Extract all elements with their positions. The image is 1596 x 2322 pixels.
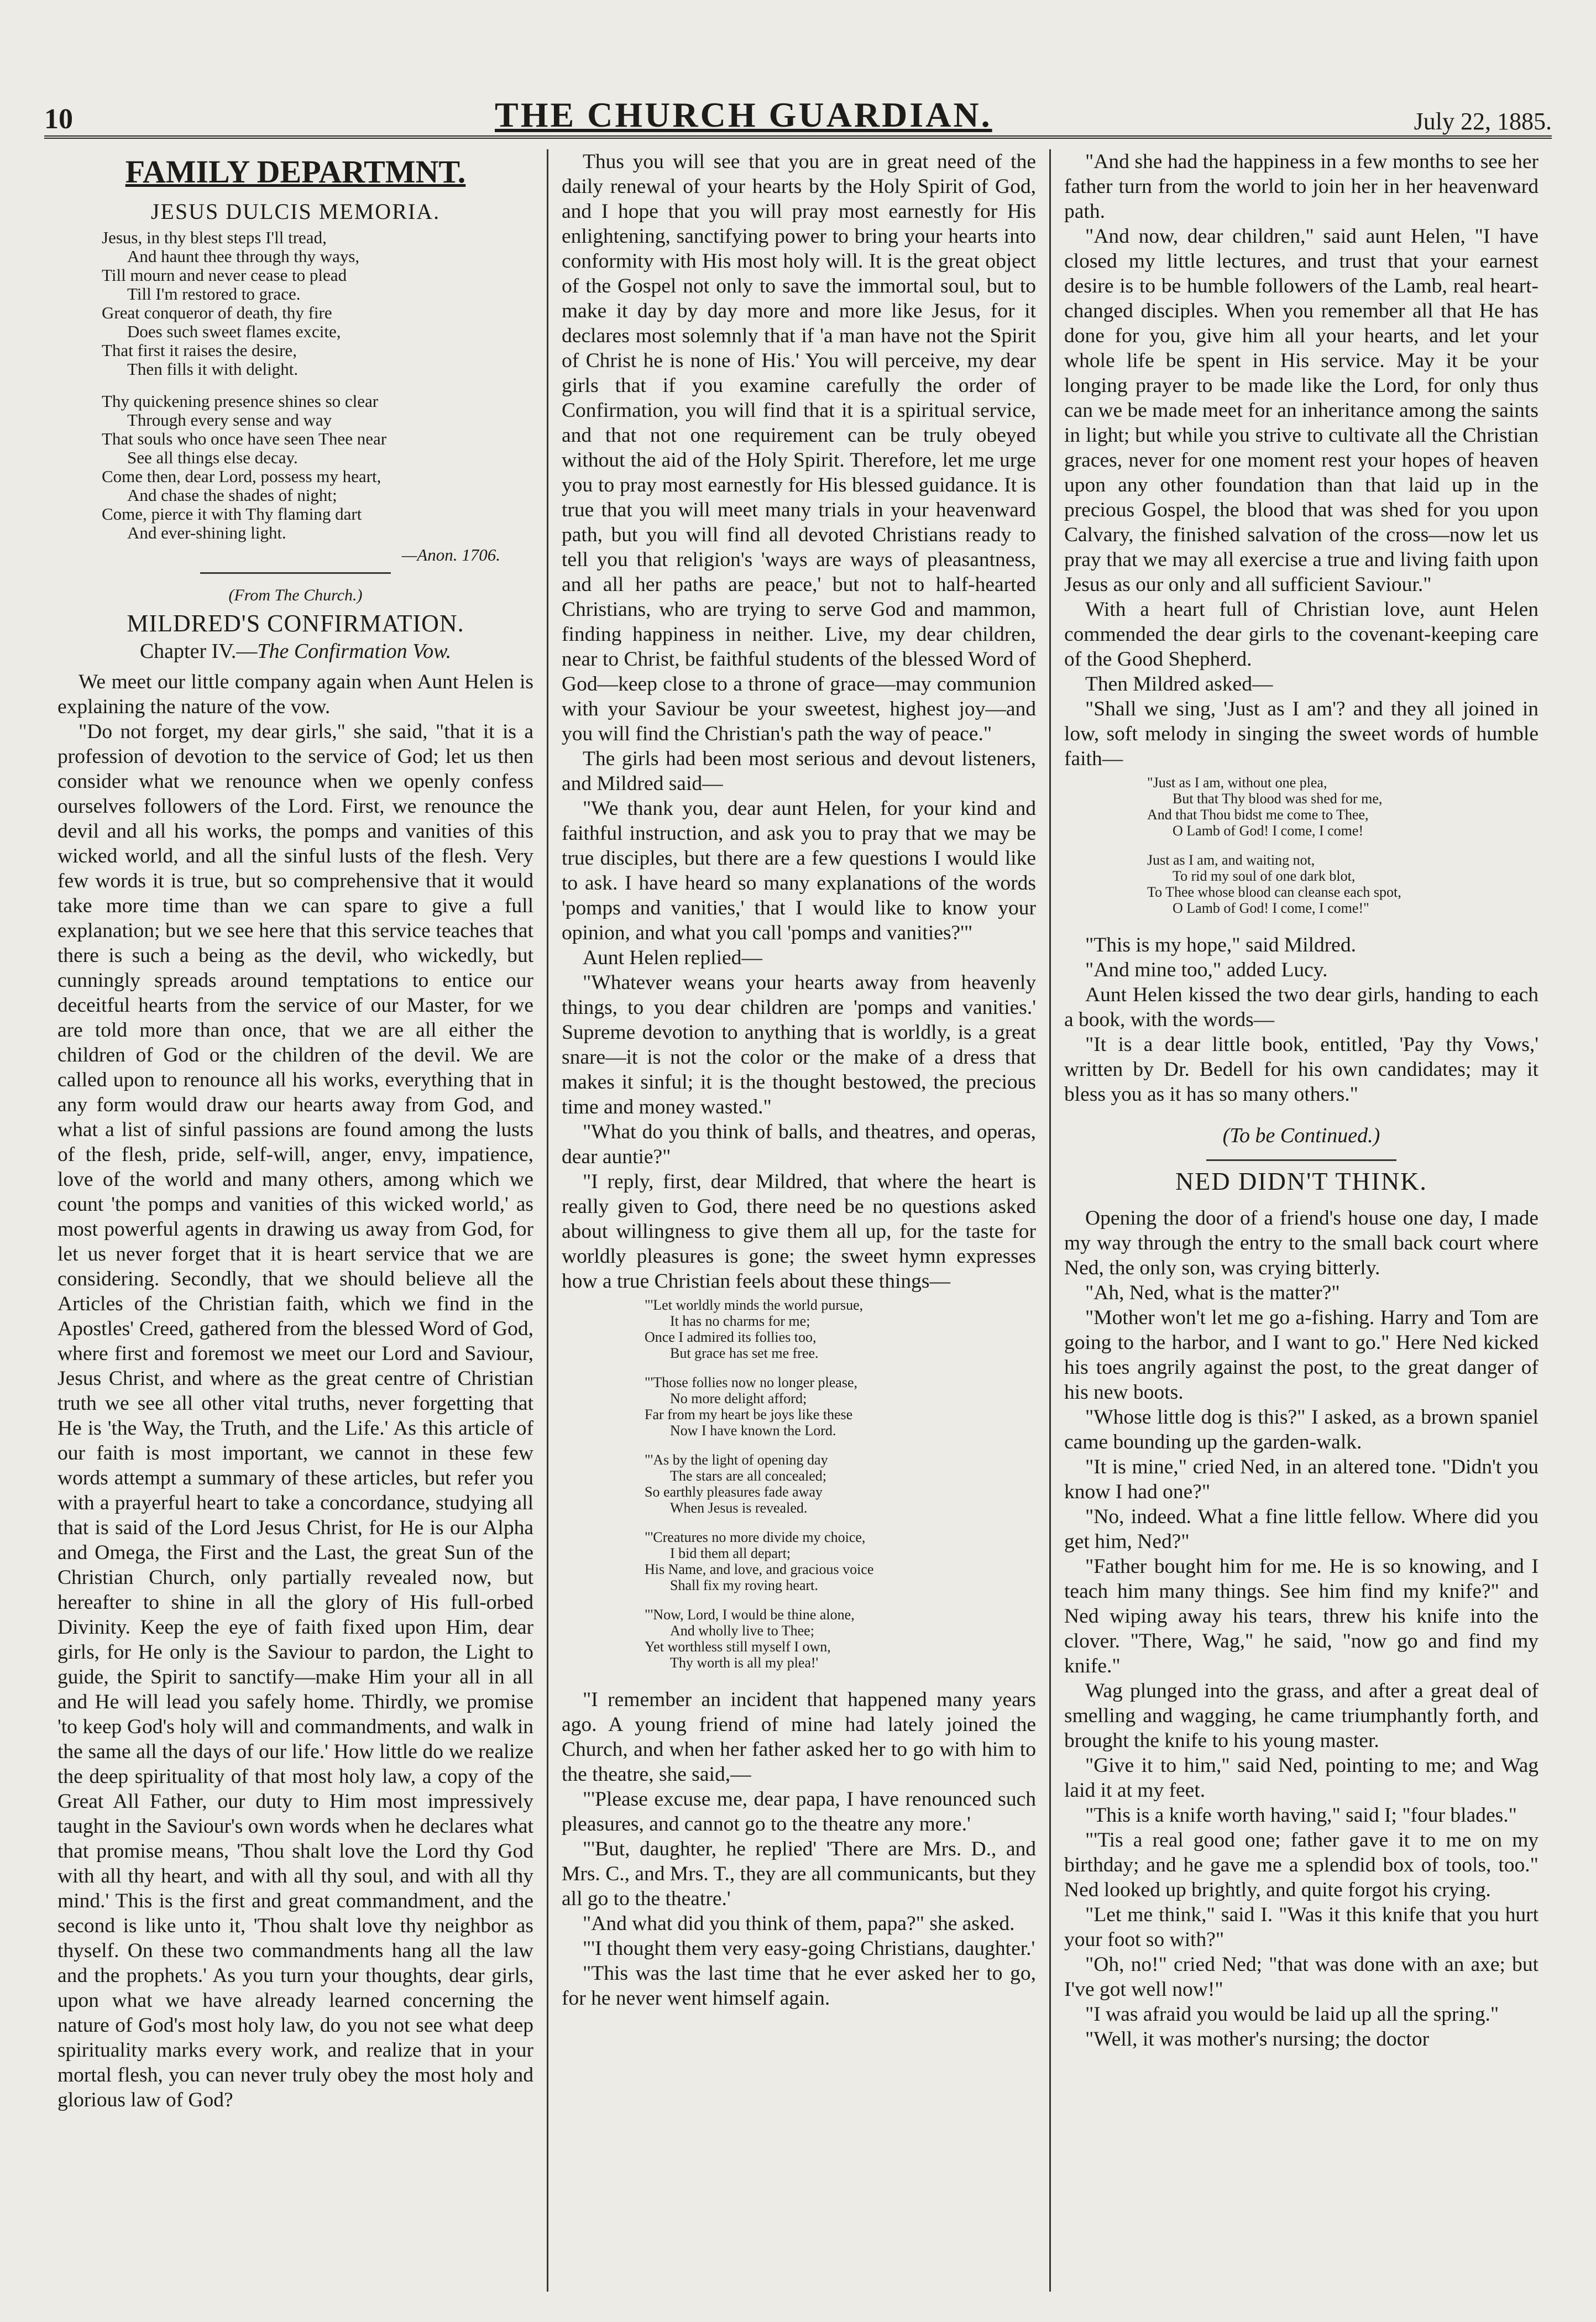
divider	[200, 572, 390, 574]
poem-line: And chase the shades of night;	[127, 485, 337, 505]
column-1	[44, 149, 547, 2292]
paragraph: Then Mildred asked—	[1085, 673, 1273, 695]
poem-title: JESUS DULCIS MEMORIA.	[150, 199, 441, 224]
hymn-line: To Thee whose blood can cleanse each spot,	[1147, 884, 1401, 900]
paragraph: "Whose little dog is this?" I asked, as a brown spaniel came bounding up the garden-walk.	[1064, 1406, 1539, 1453]
chapter-label: Chapter IV.—	[139, 640, 258, 663]
chapter-title: The Confirmation Vow.	[257, 640, 452, 663]
paragraph: "Shall we sing, 'Just as I am'? and they all joined in low, soft melody in singing the sweet words of humble faith—	[1064, 698, 1539, 770]
hymn-line: His Name, and love, and gracious voice	[645, 1561, 874, 1577]
paragraph: "This is a knife worth having," said I; "four blades."	[1085, 1804, 1517, 1827]
paragraph: Thus you will see that you are in great need of the daily renewal of your hearts by the Holy Spirit of God, and I hope that you will pray most earnestly for His enlightening, sanctifying power to bring your hearts into conformity with His most holy will. It is the great object of the Gospel not only to save the immortal soul, but to make it day by day more and more like Jesus, for it declares most solemnly that if 'a man have not the Spirit of Christ he is none of His.' You will perceive, my dear girls that if you examine carefully the order of Confirmation, you will find that it is a spiritual service, and that not one requirement can be truly obeyed without the aid of the Holy Spirit. Therefore, let me urge you to pray most earnestly for His blessed guidance. It is true that you will meet many trials in your heavenward path, but you will find all devoted Christians ready to tell you that religion's 'ways are ways of pleasantness, and all her paths are peace,' but not to half-hearted Christians, who are trying to serve God and mammon, finding happiness in neither. Live, my dear children, near to Christ, be faithful students of the blessed Word of God—keep close to a throne of grace—may communion with your Saviour be your sweetest, highest joy—and you will find the Christian's path the way of peace."	[562, 150, 1036, 745]
paragraph: We meet our little company again when Aunt Helen is explaining the nature of the vow.	[57, 671, 533, 718]
hymn-line: "'Creatures no more divide my choice,	[645, 1529, 866, 1545]
paragraph: "We thank you, dear aunt Helen, for your kind and faithful instruction, and ask you to pray that we may be true disciples, but there are a few questions I would like to ask. I have heard so many explanations of the words 'pomps and vanities,' that I would like to know your opinion, and what you call 'pomps and vanities?'"	[562, 797, 1036, 944]
poem-line: See all things else decay.	[127, 448, 298, 467]
chapter-heading	[57, 639, 533, 664]
story-body	[1064, 1206, 1539, 2052]
poem-attribution: —Anon. 1706.	[401, 545, 500, 564]
page-number: 10	[44, 103, 73, 135]
hymn-line: "Just as I am, without one plea,	[1147, 775, 1327, 791]
paragraph: "It is mine," cried Ned, in an altered tone. "Didn't you know I had one?"	[1064, 1456, 1539, 1503]
paragraph: Opening the door of a friend's house one day, I made my way through the entry to the small back court where Ned, the only son, was crying bitterly.	[1064, 1207, 1539, 1279]
column-2	[547, 149, 1049, 2292]
hymn-line: Far from my heart be joys like these	[645, 1406, 853, 1423]
divider	[1206, 1159, 1396, 1161]
paragraph: With a heart full of Christian love, aunt Helen commended the dear girls to the covenant-keeping care of the Good Shepherd.	[1064, 598, 1539, 671]
article-body-continued	[562, 1687, 1036, 2011]
paragraph: "No, indeed. What a fine little fellow. Where did you get him, Ned?"	[1064, 1505, 1539, 1553]
hymn-line: "'Let worldly minds the world pursue,	[645, 1297, 864, 1313]
hymn-line: But that Thy blood was shed for me,	[1173, 791, 1383, 807]
article-body-continued	[1064, 149, 1539, 771]
poem-line: Does such sweet flames excite,	[127, 322, 341, 341]
hymn-line: And wholly live to Thee;	[670, 1623, 814, 1639]
hymn-line: O Lamb of God! I come, I come!	[1173, 823, 1364, 839]
hymn-line: O Lamb of God! I come, I come!"	[1173, 900, 1369, 916]
hymn-line: The stars are all concealed;	[670, 1468, 826, 1484]
paper-title: THE CHURCH GUARDIAN.	[495, 95, 992, 134]
paragraph: "'Please excuse me, dear papa, I have renounced such pleasures, and cannot go to the theatre any more.'	[562, 1788, 1036, 1835]
hymn	[1147, 775, 1539, 929]
poem-line: Great conqueror of death, thy fire	[102, 303, 332, 322]
paragraph: Aunt Helen kissed the two dear girls, handing to each a book, with the words—	[1064, 984, 1539, 1031]
hymn-line: So earthly pleasures fade away	[645, 1484, 823, 1500]
paragraph: "And mine too," added Lucy.	[1085, 959, 1328, 981]
poem-line: Jesus, in thy blest steps I'll tread,	[102, 228, 327, 247]
columns	[44, 149, 1552, 2292]
poem	[102, 228, 533, 542]
paragraph: "And what did you think of them, papa?" she asked.	[583, 1912, 1015, 1935]
paragraph: "Mother won't let me go a-fishing. Harry and Tom are going to the harbor, and I want to go." Here Ned kicked his toes angrily against the post, to the great danger of his new boots.	[1064, 1306, 1539, 1404]
paragraph: The girls had been most serious and devout listeners, and Mildred said—	[562, 747, 1036, 795]
paragraph: "Give it to him," said Ned, pointing to me; and Wag laid it at my feet.	[1064, 1754, 1539, 1802]
paragraph: "This is my hope," said Mildred.	[1085, 934, 1356, 956]
hymn-line: No more delight afford;	[670, 1390, 807, 1406]
hymn	[645, 1297, 1036, 1684]
hymn-line: Yet worthless still myself I own,	[645, 1639, 831, 1655]
hymn-line: Just as I am, and waiting not,	[1147, 852, 1315, 868]
paragraph: Aunt Helen replied—	[583, 946, 762, 969]
paragraph: "And now, dear children," said aunt Helen, "I have closed my little lectures, and trust that your earnest desire is to be humble followers of the Lamb, real heart-changed disciples. When you remember all that He has done for you, give him all your hearts, and let your whole life be spent in His service. May it be your longing prayer to be made like the Lord, for only thus can we be made meet for an inheritance among the saints in light; but while you strive to cultivate all the Christian graces, never for one moment rest your hopes of heaven upon any other foundation than that laid up in the precious Gospel, the blood that was shed for you upon Calvary, the finished salvation of the cross—now let us pray that we may all exercise a true and living faith upon Jesus as our only and all sufficient Saviour."	[1064, 225, 1539, 596]
poem-line: Till I'm restored to grace.	[127, 284, 301, 304]
poem-line: Through every sense and way	[127, 410, 332, 430]
hymn-line: But grace has set me free.	[670, 1345, 819, 1361]
poem-line: Then fills it with delight.	[127, 359, 299, 379]
hymn-line: To rid my soul of one dark blot,	[1173, 868, 1356, 884]
paragraph: "I was afraid you would be laid up all the spring."	[1085, 2003, 1499, 2026]
hymn-line: "'As by the light of opening day	[645, 1452, 828, 1468]
story-title: NED DIDN'T THINK.	[1175, 1167, 1427, 1195]
paragraph: "Oh, no!" cried Ned; "that was done with an axe; but I've got well now!"	[1064, 1953, 1539, 2001]
paragraph: "I reply, first, dear Mildred, that where the heart is really given to God, there need be no questions asked about willingness to give them all up, for the taste for worldly pleasures is gone; the sweet hymn expresses how a true Christian feels about these things—	[562, 1170, 1036, 1293]
masthead	[44, 83, 1552, 139]
hymn-line: Once I admired its follies too,	[645, 1329, 817, 1345]
paragraph: "What do you think of balls, and theatres, and operas, dear auntie?"	[562, 1121, 1036, 1168]
to-be-continued: (To be Continued.)	[1222, 1124, 1380, 1147]
paragraph: "This was the last time that he ever asked her to go, for he never went himself again.	[562, 1962, 1036, 2010]
paragraph: "'But, daughter, he replied' 'There are Mrs. D., and Mrs. C., and Mrs. T., they are all communicants, but they all go to the theatre.'	[562, 1838, 1036, 1910]
paragraph: "'I thought them very easy-going Christians, daughter.'	[583, 1937, 1035, 1960]
poem-line: And ever-shining light.	[127, 523, 286, 542]
column-3	[1049, 149, 1552, 2292]
article-body-continued	[1064, 933, 1539, 1107]
article-body	[57, 670, 533, 2112]
article-body-continued	[562, 149, 1036, 1294]
paragraph: "And she had the happiness in a few months to see her father turn from the world to join her in her heavenward path.	[1064, 150, 1539, 223]
hymn-line: It has no charms for me;	[670, 1313, 810, 1329]
hymn-line: When Jesus is revealed.	[670, 1500, 808, 1516]
poem-line: Till mourn and never cease to plead	[102, 265, 347, 285]
poem-line: Thy quickening presence shines so clear	[102, 391, 379, 411]
paragraph: "Father bought him for me. He is so knowing, and I teach him many things. See him find my knife?" and Ned wiping away his tears, threw his knife into the clover. "There, Wag," he said, "now go and find my knife."	[1064, 1555, 1539, 1677]
hymn-line: I bid them all depart;	[670, 1545, 791, 1561]
paragraph: "Let me think," said I. "Was it this knife that you hurt your foot so with?"	[1064, 1903, 1539, 1951]
paragraph: "I remember an incident that happened many years ago. A young friend of mine had lately joined the Church, and when her father asked her to go with him to the theatre, she said,—	[562, 1688, 1036, 1786]
hymn-line: Shall fix my roving heart.	[670, 1577, 818, 1593]
paragraph: "Whatever weans your hearts away from heavenly things, to you dear children are 'pomps and vanities.' Supreme devotion to anything that is worldly, is a great snare—it is not the color or the make of a dress that makes it sinful; it is the thought bestowed, the precious time and money wasted."	[562, 971, 1036, 1118]
section-title: FAMILY DEPARTMNT.	[125, 154, 466, 190]
paragraph: "It is a dear little book, entitled, 'Pay thy Vows,' written by Dr. Bedell for his own candidates; may it bless you as it has so many others."	[1064, 1033, 1539, 1106]
hymn-line: "'Those follies now no longer please,	[645, 1374, 857, 1390]
article-source: (From The Church.)	[228, 586, 363, 604]
story-title: MILDRED'S CONFIRMATION.	[127, 610, 464, 637]
paragraph: "Do not forget, my dear girls," she said, "that it is a profession of devotion to the service of God; let us then consider what we renounce when we openly confess ourselves followers of the Lord. First, we renounce the devil and all his works, the pomps and vanities of this wicked world, and all the sinful lusts of the flesh. Very few words it is true, but so comprehensive that it would take more time than we can spare to give a full explanation; but we see here that this service teaches that there is such a being as the devil, who wickedly, but cunningly spreads around temptations to entice our deceitful hearts from the service of our Master, for we are told more than once, that we are all either the children of God or the children of the devil. We are called upon to renounce all his works, everything that in any form would draw our hearts away from God, and what a list of sinful passions are found among the lusts of the flesh, pride, self-will, anger, envy, impatience, love of the world and many others, among which we count 'the pomps and vanities of this wicked world,' as most powerful agents in drawing us away from God, for let us never forget that it is heart service that we are considering. Secondly, that we should believe all the Articles of the Christian faith, which we find in the Apostles' Creed, gathered from the blessed Word of God, where first and foremost we meet our Lord and Saviour, Jesus Christ, and where as the great centre of Christian truth we see all other vital truths, never forgetting that He is 'the Way, the Truth, and the Life.' As this article of our faith is most important, we cannot in these few words attempt a summary of these articles, but refer you with a prayerful heart to take a concordance, studying all that is said of the Lord Jesus Christ, for He is our Alpha and Omega, the First and the Last, the great Sun of the Christian Church, only partially revealed now, but hereafter to shine in all the glory of His full-orbed Divinity. Keep the eye of faith fixed upon Him, dear girls, for He only is the Saviour to pardon, the Light to guide, the Spirit to sanctify—make Him your all in all and He will lead you safely home. Thirdly, we promise 'to keep God's holy will and commandments, and walk in the same all the days of our life.' How little do we realize the deep spirituality of that most holy law, a copy of the Great All Father, our duty to Him most impressively taught in the Saviour's own words when he declares what that promise means, 'Thou shalt love the Lord thy God with all thy heart, and with all thy soul, and with all thy mind.' This is the first and great commandment, and the second is like unto it, 'Thou shalt love thy neighbor as thyself. On these two commandments hang all the law and the prophets.' As you turn your thoughts, dear girls, upon what we have already learned concerning the nature of God's most holy law, do you not see what deep spirituality marks every work, and realize that in your mortal flesh, you can never truly obey the most holy and glorious law of God?	[57, 720, 533, 2111]
hymn-line: Now I have known the Lord.	[670, 1423, 836, 1439]
poem-line: Come, pierce it with Thy flaming dart	[102, 504, 362, 524]
issue-date: July 22, 1885.	[1414, 108, 1552, 135]
poem-line: And haunt thee through thy ways,	[127, 247, 360, 266]
hymn-line: Thy worth is all my plea!'	[670, 1655, 819, 1671]
paragraph: "Ah, Ned, what is the matter?"	[1085, 1282, 1340, 1304]
paragraph: "Well, it was mother's nursing; the doctor	[1085, 2028, 1430, 2051]
poem-line: That souls who once have seen Thee near	[102, 429, 387, 448]
paragraph: Wag plunged into the grass, and after a great deal of smelling and wagging, he came triumphantly forth, and brought the knife to his young master.	[1064, 1680, 1539, 1752]
poem-line: Come then, dear Lord, possess my heart,	[102, 467, 381, 486]
poem-line: That first it raises the desire,	[102, 341, 297, 360]
paragraph: "'Tis a real good one; father gave it to me on my birthday; and he gave me a splendid box of tools, too." Ned looked up brightly, and quite forgot his crying.	[1064, 1829, 1539, 1901]
hymn-line: And that Thou bidst me come to Thee,	[1147, 807, 1369, 823]
hymn-line: "'Now, Lord, I would be thine alone,	[645, 1607, 855, 1623]
